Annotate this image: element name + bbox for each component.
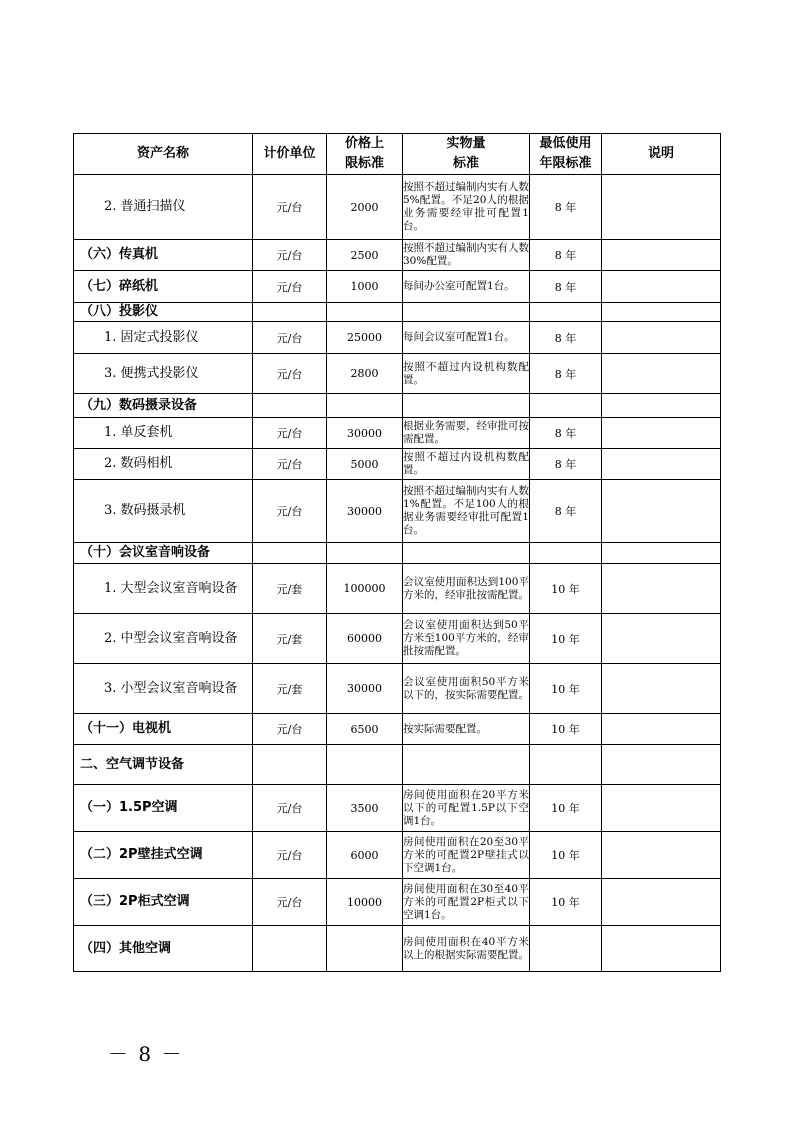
cell-name: （六）传真机 bbox=[74, 240, 253, 271]
cell-name: （七）碎纸机 bbox=[74, 271, 253, 303]
page-number: － 8 － bbox=[108, 1042, 184, 1066]
cell-note bbox=[602, 543, 721, 564]
cell-standard: 按照不超过编制内实有人数1%配置。不足100人的根据业务需要经审批可配置1台。 bbox=[403, 480, 530, 543]
cell-years: 8 年 bbox=[530, 271, 602, 303]
cell-years: 8 年 bbox=[530, 418, 602, 449]
cell-unit bbox=[253, 926, 327, 972]
cell-unit: 元/台 bbox=[253, 418, 327, 449]
cell-name: 1. 固定式投影仪 bbox=[74, 322, 253, 354]
table-row bbox=[74, 354, 721, 394]
header-asset-name-text: 资产名称 bbox=[136, 146, 189, 161]
cell-note bbox=[602, 664, 721, 714]
header-asset-name bbox=[74, 134, 253, 175]
cell-years: 8 年 bbox=[530, 449, 602, 480]
cell-price: 60000 bbox=[327, 614, 403, 664]
cell-price: 6000 bbox=[327, 832, 403, 879]
cell-unit: 元/台 bbox=[253, 480, 327, 543]
table-row bbox=[74, 394, 721, 418]
table-row bbox=[74, 564, 721, 614]
cell-note bbox=[602, 322, 721, 354]
cell-price bbox=[327, 926, 403, 972]
table-row bbox=[74, 714, 721, 745]
header-std-line2: 标准 bbox=[452, 156, 479, 171]
cell-standard bbox=[403, 745, 530, 785]
header-price-limit bbox=[327, 134, 403, 175]
cell-years bbox=[530, 543, 602, 564]
table-row bbox=[74, 745, 721, 785]
cell-price: 1000 bbox=[327, 271, 403, 303]
table-row bbox=[74, 879, 721, 926]
cell-unit bbox=[253, 394, 327, 418]
cell-name: （一）1.5P空调 bbox=[74, 785, 253, 832]
cell-standard: 按实际需要配置。 bbox=[403, 714, 530, 745]
cell-name: 3. 小型会议室音响设备 bbox=[74, 664, 253, 714]
cell-unit: 元/台 bbox=[253, 449, 327, 480]
cell-price: 30000 bbox=[327, 480, 403, 543]
header-std-line1: 实物量 bbox=[446, 136, 486, 151]
cell-unit bbox=[253, 745, 327, 785]
cell-note bbox=[602, 394, 721, 418]
cell-note bbox=[602, 745, 721, 785]
cell-price: 3500 bbox=[327, 785, 403, 832]
cell-note bbox=[602, 354, 721, 394]
cell-note bbox=[602, 449, 721, 480]
cell-price: 25000 bbox=[327, 322, 403, 354]
cell-years: 10 年 bbox=[530, 879, 602, 926]
cell-name: 3. 便携式投影仪 bbox=[74, 354, 253, 394]
table-row bbox=[74, 664, 721, 714]
cell-unit: 元/套 bbox=[253, 614, 327, 664]
table-row bbox=[74, 480, 721, 543]
header-years-line1: 最低使用 bbox=[539, 136, 592, 151]
cell-name: （四）其他空调 bbox=[74, 926, 253, 972]
header-note-text: 说明 bbox=[647, 146, 674, 161]
cell-standard: 按照不超过内设机构数配置。 bbox=[403, 449, 530, 480]
cell-note bbox=[602, 418, 721, 449]
cell-unit: 元/套 bbox=[253, 664, 327, 714]
table-row bbox=[74, 240, 721, 271]
cell-unit bbox=[253, 543, 327, 564]
header-years-line2: 年限标准 bbox=[539, 156, 592, 171]
cell-price bbox=[327, 745, 403, 785]
cell-name: 3. 数码摄录机 bbox=[74, 480, 253, 543]
table-row bbox=[74, 449, 721, 480]
cell-note bbox=[602, 926, 721, 972]
cell-name: （八）投影仪 bbox=[74, 303, 253, 322]
cell-name: 2. 数码相机 bbox=[74, 449, 253, 480]
cell-note bbox=[602, 303, 721, 322]
cell-note bbox=[602, 879, 721, 926]
cell-price: 30000 bbox=[327, 418, 403, 449]
header-quantity-standard bbox=[403, 134, 530, 175]
cell-price: 10000 bbox=[327, 879, 403, 926]
cell-unit: 元/台 bbox=[253, 240, 327, 271]
table-header-row bbox=[74, 134, 721, 175]
cell-standard: 会议室使用面积达到50平方米至100平方米的，经审批按需配置。 bbox=[403, 614, 530, 664]
cell-years bbox=[530, 745, 602, 785]
cell-standard: 房间使用面积在30至40平方米的可配置2P柜式以下空调1台。 bbox=[403, 879, 530, 926]
cell-unit: 元/台 bbox=[253, 322, 327, 354]
table-row bbox=[74, 926, 721, 972]
table-row bbox=[74, 175, 721, 240]
cell-price: 5000 bbox=[327, 449, 403, 480]
cell-name: （十一）电视机 bbox=[74, 714, 253, 745]
cell-price: 2500 bbox=[327, 240, 403, 271]
cell-years: 10 年 bbox=[530, 785, 602, 832]
cell-years bbox=[530, 303, 602, 322]
cell-name: （二）2P壁挂式空调 bbox=[74, 832, 253, 879]
cell-unit: 元/台 bbox=[253, 785, 327, 832]
cell-unit: 元/台 bbox=[253, 832, 327, 879]
cell-standard: 房间使用面积在20至30平方米的可配置2P壁挂式以下空调1台。 bbox=[403, 832, 530, 879]
table-row bbox=[74, 614, 721, 664]
cell-years: 8 年 bbox=[530, 240, 602, 271]
cell-standard: 房间使用面积在20平方米以下的可配置1.5P以下空调1台。 bbox=[403, 785, 530, 832]
cell-note bbox=[602, 175, 721, 240]
cell-note bbox=[602, 614, 721, 664]
cell-note bbox=[602, 564, 721, 614]
cell-standard: 按照不超过编制内实有人数30%配置。 bbox=[403, 240, 530, 271]
table-row bbox=[74, 303, 721, 322]
cell-years bbox=[530, 394, 602, 418]
header-unit bbox=[253, 134, 327, 175]
cell-note bbox=[602, 480, 721, 543]
cell-years: 8 年 bbox=[530, 175, 602, 240]
cell-years: 8 年 bbox=[530, 322, 602, 354]
cell-standard: 房间使用面积在40平方米以上的根据实际需要配置。 bbox=[403, 926, 530, 972]
cell-price bbox=[327, 394, 403, 418]
cell-unit bbox=[253, 303, 327, 322]
table-row bbox=[74, 785, 721, 832]
cell-years: 10 年 bbox=[530, 614, 602, 664]
cell-standard: 会议室使用面积50平方米以下的，按实际需要配置。 bbox=[403, 664, 530, 714]
cell-standard: 会议室使用面积达到100平方米的，经审批按需配置。 bbox=[403, 564, 530, 614]
cell-note bbox=[602, 714, 721, 745]
cell-name: （十）会议室音响设备 bbox=[74, 543, 253, 564]
cell-note bbox=[602, 832, 721, 879]
cell-price: 2000 bbox=[327, 175, 403, 240]
table-row bbox=[74, 832, 721, 879]
cell-name: （九）数码摄录设备 bbox=[74, 394, 253, 418]
cell-years: 8 年 bbox=[530, 480, 602, 543]
cell-name: 1. 大型会议室音响设备 bbox=[74, 564, 253, 614]
cell-price: 2800 bbox=[327, 354, 403, 394]
cell-price: 30000 bbox=[327, 664, 403, 714]
table-row bbox=[74, 418, 721, 449]
cell-price bbox=[327, 303, 403, 322]
cell-standard: 每间办公室可配置1台。 bbox=[403, 271, 530, 303]
table-row bbox=[74, 271, 721, 303]
cell-standard bbox=[403, 394, 530, 418]
header-price-line2: 限标准 bbox=[344, 156, 384, 171]
cell-name: 二、空气调节设备 bbox=[74, 745, 253, 785]
cell-note bbox=[602, 240, 721, 271]
cell-unit: 元/套 bbox=[253, 564, 327, 614]
cell-standard: 按照不超过内设机构数配置。 bbox=[403, 354, 530, 394]
table-row bbox=[74, 322, 721, 354]
cell-price bbox=[327, 543, 403, 564]
cell-note bbox=[602, 785, 721, 832]
cell-standard: 按照不超过编制内实有人数5%配置。不足20人的根据业务需要经审批可配置1台。 bbox=[403, 175, 530, 240]
cell-years: 10 年 bbox=[530, 664, 602, 714]
cell-unit: 元/台 bbox=[253, 175, 327, 240]
cell-years: 10 年 bbox=[530, 564, 602, 614]
header-note bbox=[602, 134, 721, 175]
cell-years: 10 年 bbox=[530, 714, 602, 745]
cell-standard bbox=[403, 543, 530, 564]
header-min-years bbox=[530, 134, 602, 175]
cell-name: 2. 普通扫描仪 bbox=[74, 175, 253, 240]
cell-name: 2. 中型会议室音响设备 bbox=[74, 614, 253, 664]
cell-unit: 元/台 bbox=[253, 714, 327, 745]
cell-years bbox=[530, 926, 602, 972]
header-price-line1: 价格上 bbox=[344, 136, 384, 151]
cell-standard: 根据业务需要，经审批可按需配置。 bbox=[403, 418, 530, 449]
cell-note bbox=[602, 271, 721, 303]
cell-price: 100000 bbox=[327, 564, 403, 614]
asset-standards-table bbox=[73, 133, 721, 972]
cell-years: 10 年 bbox=[530, 832, 602, 879]
cell-unit: 元/台 bbox=[253, 879, 327, 926]
cell-name: 1. 单反套机 bbox=[74, 418, 253, 449]
cell-unit: 元/台 bbox=[253, 354, 327, 394]
cell-standard bbox=[403, 303, 530, 322]
cell-unit: 元/台 bbox=[253, 271, 327, 303]
cell-name: （三）2P柜式空调 bbox=[74, 879, 253, 926]
cell-standard: 每间会议室可配置1台。 bbox=[403, 322, 530, 354]
header-unit-text: 计价单位 bbox=[263, 146, 316, 161]
table-row bbox=[74, 543, 721, 564]
cell-years: 8 年 bbox=[530, 354, 602, 394]
cell-price: 6500 bbox=[327, 714, 403, 745]
